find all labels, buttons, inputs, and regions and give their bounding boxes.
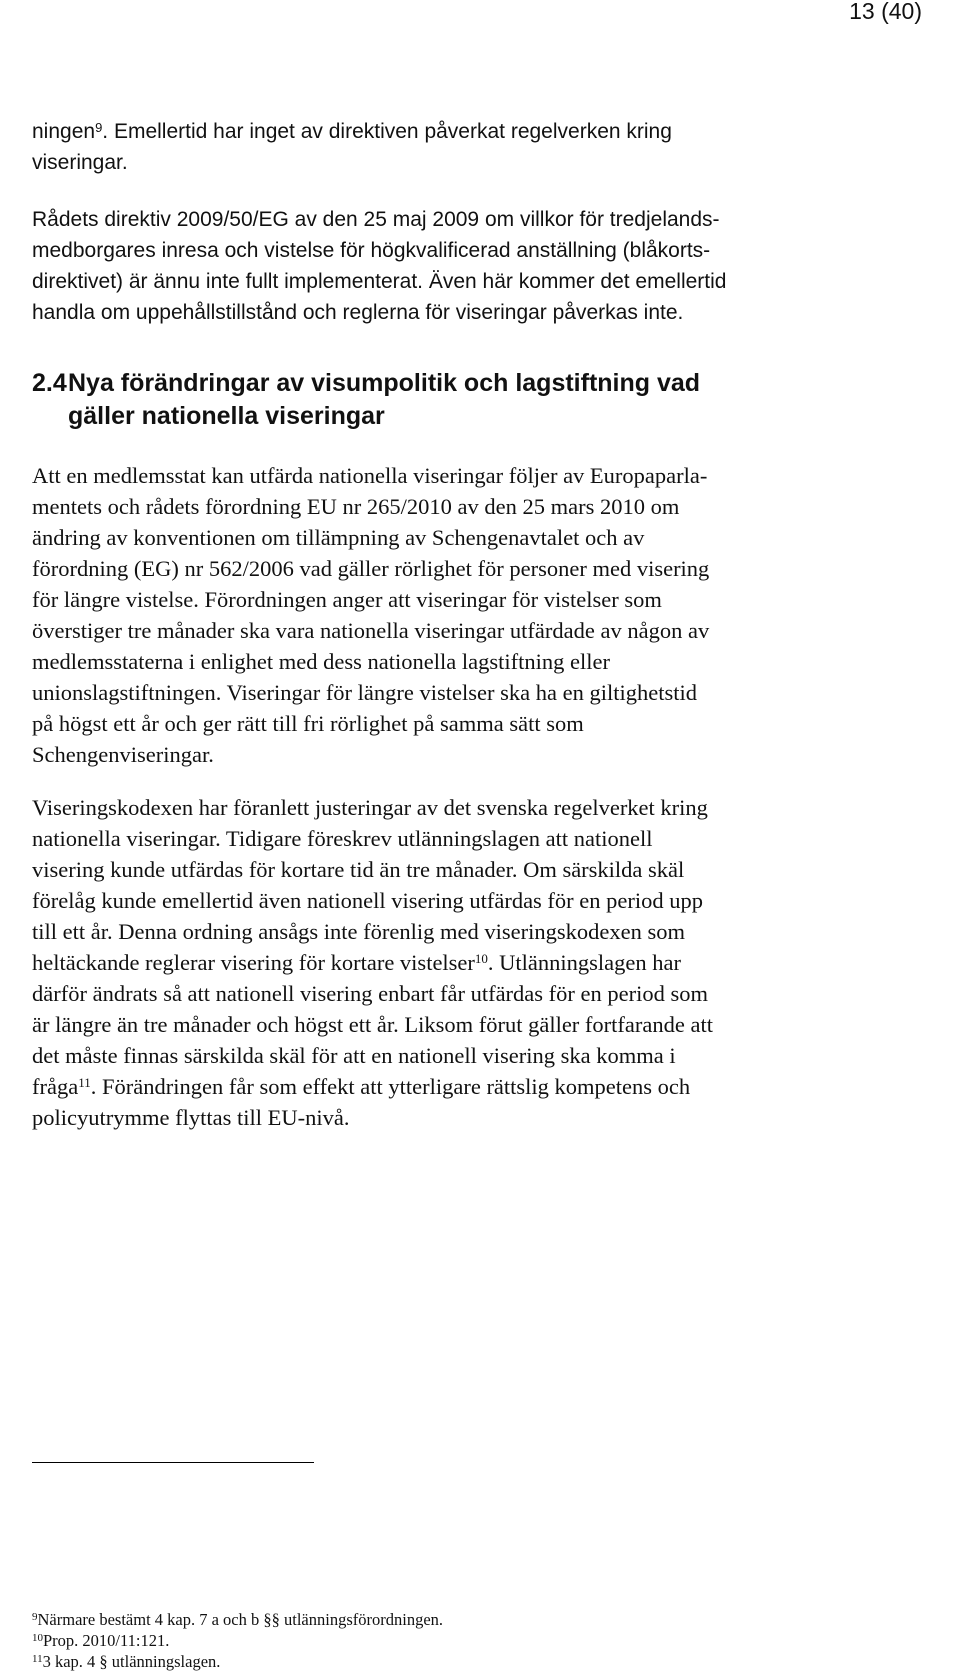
paragraph-4-line-4: förelåg kunde emellertid även nationell visering utfärdas för en period upp — [32, 888, 704, 913]
section-title-line-1: Nya förändringar av visumpolitik och lagstiftning vad — [68, 369, 701, 397]
paragraph-4-line-6 — [32, 947, 681, 978]
paragraph-4-line-9: det måste finnas särskilda skäl för att en nationell visering ska komma i — [32, 1043, 676, 1068]
paragraph-4-line-3: visering kunde utfärdas för kortare tid än tre månader. Om särskilda skäl — [32, 857, 685, 882]
footnote-text: 3 kap. 4 § utlänningslagen. — [42, 1652, 221, 1671]
paragraph-3-line-7: medlemsstaterna i enlighet med dess nationella lagstiftning eller — [32, 649, 610, 674]
paragraph-2-line-3: direktivet) är ännu inte fullt implementerat. Även här kommer det emellertid — [32, 270, 727, 293]
footnote-text: Prop. 2010/11:121. — [43, 1631, 170, 1650]
paragraph-4-line-8: är längre än tre månader och högst ett år. Liksom förut gäller fortfarande att — [32, 1012, 713, 1037]
paragraph-3-line-6: överstiger tre månader ska vara nationella viseringar utfärdade av någon av — [32, 618, 710, 643]
section-title-line-2: gäller nationella viseringar — [68, 402, 385, 430]
text-run: ningen — [32, 120, 96, 143]
footnote-11 — [32, 1653, 220, 1671]
section-number: 2.4 — [32, 369, 67, 397]
footnote-9 — [32, 1611, 443, 1629]
paragraph-1-line-2: viseringar. — [32, 151, 128, 174]
paragraph-3-line-4: förordning (EG) nr 562/2006 vad gäller rörlighet för personer med visering — [32, 556, 710, 581]
footnote-ref-9: 9 — [95, 120, 103, 135]
footnote-ref-11: 11 — [78, 1075, 91, 1090]
text-run: . Emellertid har inget av direktiven påverkat regelverken kring — [102, 120, 672, 143]
footnote-10 — [32, 1632, 169, 1650]
paragraph-2-line-2: medborgares inresa och vistelse för högkvalificerad anställning (blåkorts- — [32, 239, 711, 262]
paragraph-4-line-2: nationella viseringar. Tidigare föreskrev utlänningslagen att nationell — [32, 826, 653, 851]
page-number: 13 (40) — [849, 0, 922, 24]
paragraph-4-line-5: till ett år. Denna ordning ansågs inte förenlig med viseringskodexen som — [32, 919, 685, 944]
paragraph-3-line-9: på högst ett år och ger rätt till fri rörlighet på samma sätt som — [32, 711, 584, 736]
paragraph-3-line-5: för längre vistelse. Förordningen anger att viseringar för vistelser som — [32, 587, 662, 612]
footnote-separator — [32, 1462, 314, 1463]
footnote-text: Närmare bestämt 4 kap. 7 a och b §§ utlänningsförordningen. — [37, 1610, 444, 1629]
text-run: heltäckande reglerar visering för kortare vistelser — [32, 950, 475, 975]
paragraph-3-line-2: mentets och rådets förordning EU nr 265/2010 av den 25 mars 2010 om — [32, 494, 680, 519]
paragraph-4-line-1: Viseringskodexen har föranlett justeringar av det svenska regelverket kring — [32, 795, 708, 820]
paragraph-2-line-4: handla om uppehållstillstånd och reglerna för viseringar påverkas inte. — [32, 301, 684, 324]
footnote-number: 11 — [32, 1653, 43, 1665]
paragraph-3-line-3: ändring av konventionen om tillämpning av Schengenavtalet och av — [32, 525, 645, 550]
paragraph-4-line-11: policyutrymme flyttas till EU-nivå. — [32, 1105, 350, 1130]
paragraph-1-line-1 — [32, 116, 672, 147]
section-heading — [32, 367, 700, 399]
paragraph-4-line-7: därför ändrats så att nationell visering enbart får utfärdas för en period som — [32, 981, 708, 1006]
paragraph-3-line-10: Schengenviseringar. — [32, 742, 214, 767]
footnote-number: 10 — [32, 1632, 43, 1644]
paragraph-4-line-10 — [32, 1071, 690, 1102]
footnote-ref-10: 10 — [474, 951, 488, 966]
paragraph-3-line-1: Att en medlemsstat kan utfärda nationella viseringar följer av Europaparla- — [32, 463, 708, 488]
paragraph-3-line-8: unionslagstiftningen. Viseringar för längre vistelser ska ha en giltighetstid — [32, 680, 697, 705]
text-run: . Utlänningslagen har — [487, 950, 681, 975]
text-run: fråga — [32, 1074, 79, 1099]
text-run: . Förändringen får som effekt att ytterligare rättslig kompetens och — [90, 1074, 691, 1099]
footnote-number: 9 — [32, 1611, 38, 1623]
paragraph-2-line-1: Rådets direktiv 2009/50/EG av den 25 maj 2009 om villkor för tredjelands- — [32, 208, 720, 231]
